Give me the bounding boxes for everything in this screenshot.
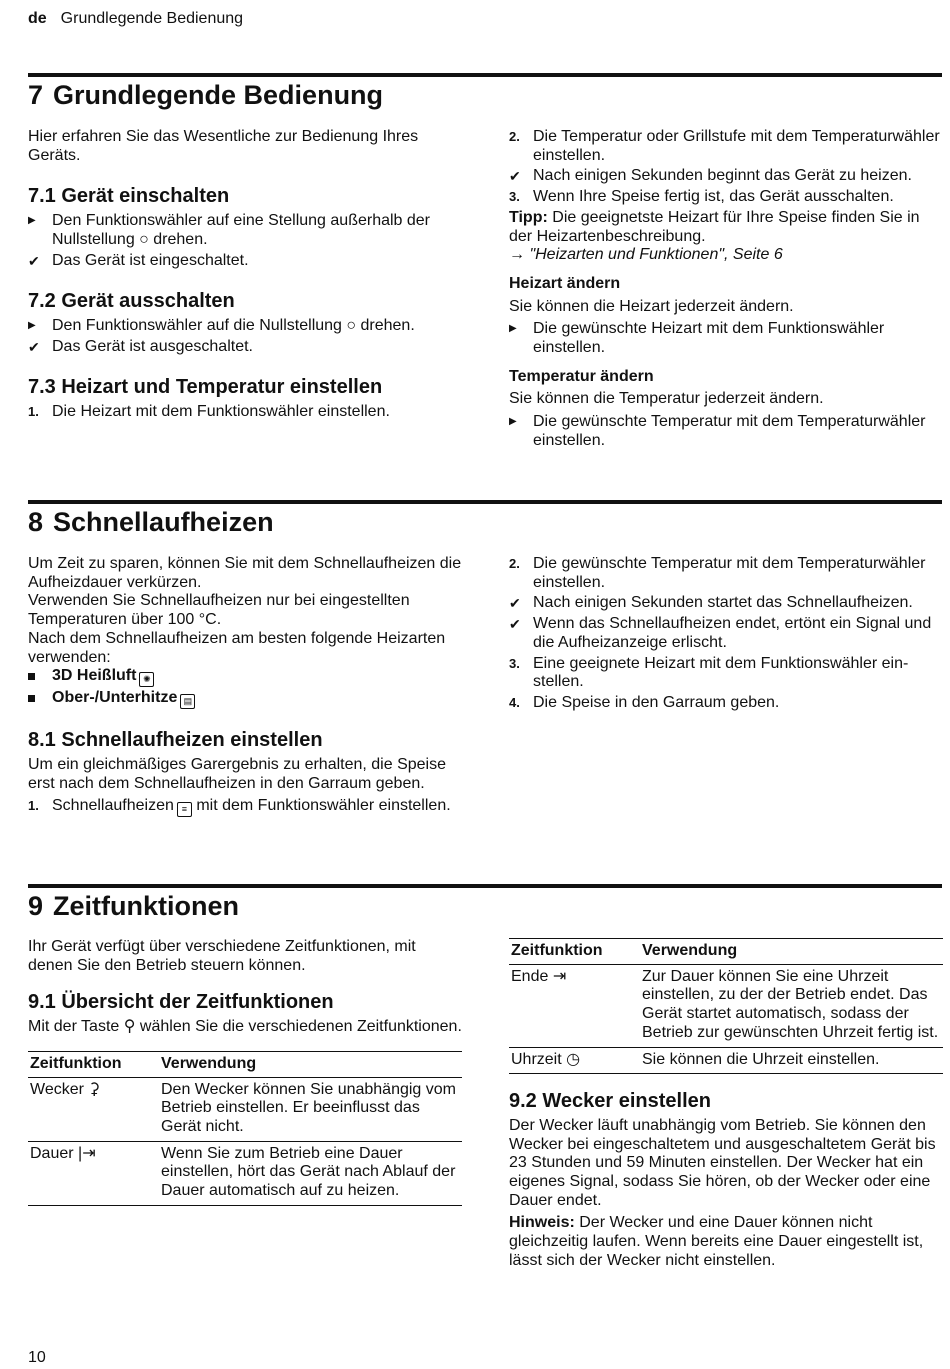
chapter-9-left-column: [28, 938, 462, 1206]
numbered-step: 2. Die gewünschte Temperatur mit dem Temperaturwähler einstellen.: [509, 555, 926, 591]
paragraph: Um ein gleichmäßiges Garergebnis zu erhalten, die Speise erst nach dem Schnellaufheizen in den Garraum geben.: [28, 755, 446, 792]
paragraph: Um Zeit zu sparen, können Sie mit dem Schnellaufheizen die Aufheizdauer verkürzen.: [28, 555, 462, 591]
triangle-bullet-icon: ▶: [509, 323, 517, 335]
header-title: Grundlegende Bedienung: [60, 10, 244, 27]
check-icon: ✔: [509, 168, 521, 185]
chapter-7-right-column: [509, 128, 944, 453]
time-functions-table: [28, 1051, 462, 1206]
chapter-8-left-column: [28, 555, 463, 819]
top-bottom-heat-icon: ▤: [180, 694, 195, 709]
paragraph: Verwenden Sie Schnellaufheizen nur bei eingestellten Temperaturen über 100 °C.: [28, 592, 410, 629]
duration-icon: |⇥: [78, 1144, 96, 1162]
check-icon: ✔: [509, 616, 521, 633]
clock-icon: ◷: [566, 1050, 581, 1068]
result-item: ✔ Das Gerät ist eingeschaltet.: [28, 251, 249, 269]
chapter-7-intro: Hier erfahren Sie das Wesentliche zur Bedienung Ihres Geräts.: [28, 128, 419, 164]
result-item: ✔ Nach einigen Sekunden startet das Schnellaufheizen.: [509, 594, 913, 612]
section-7-1-title: 7.1 Gerät einschalten: [28, 185, 230, 208]
chapter-7-rule: [28, 73, 942, 77]
paragraph: Der Wecker läuft unabhängig vom Betrieb. Sie können den Wecker bei eingeschaltetem und ausgeschaltetem Gerät bis 23 Stunden und 59 Minuten einstellen. Der Wecker hat ein eigenes Signal, sodass Sie hören, ob der Wecker oder eine Dauer endet.: [509, 1116, 936, 1209]
check-icon: ✔: [28, 252, 40, 269]
time-functions-table-continued: [509, 938, 943, 1074]
table-header: Verwendung: [640, 939, 943, 965]
temperatur-text: Sie können die Temperatur jederzeit ändern.: [509, 390, 824, 408]
end-time-icon: ⇥: [552, 967, 567, 985]
chapter-7-heading: 7 Grundlegende Bedienung: [28, 80, 384, 110]
table-row: Uhrzeit ◷ Sie können die Uhrzeit einstellen.: [509, 1047, 943, 1074]
triangle-bullet-icon: ▶: [509, 416, 517, 428]
paragraph: Nach dem Schnellaufheizen am besten folgende Heizarten verwenden:: [28, 629, 446, 666]
square-bullet-icon: [28, 673, 35, 680]
table-row: Dauer |⇥ Wenn Sie zum Betrieb eine Dauer einstellen, hört das Gerät nach Ablauf der Dauer automatisch auf zu heizen.: [28, 1141, 462, 1205]
chapter-8-right-column: [509, 555, 944, 715]
chapter-9-rule: [28, 884, 942, 888]
running-header: [28, 10, 243, 28]
page-number: 10: [28, 1349, 46, 1366]
cross-reference-link[interactable]: → "Heizarten und Funktionen", Seite 6: [509, 246, 783, 264]
check-icon: ✔: [28, 338, 40, 355]
bell-icon: ⚳: [88, 1080, 101, 1098]
chapter-8-rule: [28, 500, 942, 504]
chapter-7-left-column: [28, 128, 463, 424]
tip-paragraph: Tipp: Die geeignetste Heizart für Ihre Speise finden Sie in der Heizartenbeschreibung. → "Heizarten und Funktionen", Seite 6: [509, 208, 920, 264]
heizart-text: Sie können die Heizart jederzeit ändern.: [509, 297, 794, 315]
result-item: ✔ Wenn das Schnellaufheizen endet, ertönt ein Signal und die Aufheizanzeige erlischt.: [509, 615, 932, 651]
note-paragraph: Hinweis: Der Wecker und eine Dauer können nicht gleichzeitig laufen. Wenn bereits eine Dauer eingestellt ist, lässt sich der Wecker nicht einstellen.: [509, 1214, 924, 1269]
paragraph: Mit der Taste ⚲ wählen Sie die verschiedenen Zeitfunktionen.: [28, 1018, 462, 1036]
result-item: ✔ Das Gerät ist ausgeschaltet.: [28, 337, 253, 355]
numbered-step: 2. Die Temperatur oder Grillstufe mit dem Temperaturwähler einstellen.: [509, 128, 940, 164]
section-8-1-title: 8.1 Schnellaufheizen einstellen: [28, 729, 323, 752]
instruction-step: ▶ Den Funktionswähler auf die Nullstellung ○ drehen.: [28, 316, 415, 334]
temperatur-subheading: Temperatur ändern: [509, 367, 654, 385]
table-row: Ende ⇥ Zur Dauer können Sie eine Uhrzeit einstellen, zu der der Betrieb endet. Das Gerät startet automatisch, sodass der Betrieb zur gewünschten Uhrzeit fertig ist.: [509, 964, 943, 1047]
numbered-step: 1. Schnellaufheizen ≡ mit dem Funktionswähler einstellen.: [28, 797, 463, 817]
table-header: Zeitfunktion: [509, 939, 640, 965]
numbered-step: 3. Eine geeignete Heizart mit dem Funktionswähler einstellen.: [509, 654, 909, 691]
table-header: Zeitfunktion: [28, 1051, 159, 1077]
section-7-2-title: 7.2 Gerät ausschalten: [28, 290, 235, 313]
language-code: de: [28, 10, 47, 27]
section-7-3-title: 7.3 Heizart und Temperatur einstellen: [28, 376, 383, 399]
section-9-1-title: 9.1 Übersicht der Zeitfunktionen: [28, 991, 334, 1014]
heizart-subheading: Heizart ändern: [509, 274, 621, 292]
numbered-step: 3. Wenn Ihre Speise fertig ist, das Gerät ausschalten.: [509, 188, 894, 206]
chapter-9-heading: 9 Zeitfunktionen: [28, 891, 240, 921]
square-bullet-icon: [28, 695, 35, 702]
clock-key-icon: ⚲: [123, 1018, 136, 1036]
instruction-step: ▶ Die gewünschte Heizart mit dem Funktionswähler einstellen.: [509, 320, 885, 357]
triangle-bullet-icon: ▶: [28, 319, 36, 331]
check-icon: ✔: [509, 595, 521, 612]
numbered-step: 4. Die Speise in den Garraum geben.: [509, 693, 780, 711]
fan-heat-icon: ✺: [139, 672, 154, 687]
table-header: Verwendung: [159, 1051, 462, 1077]
rapid-heat-icon: ≡: [177, 802, 192, 817]
chapter-8-heading: 8 Schnellaufheizen: [28, 507, 274, 537]
section-9-2-title: 9.2 Wecker einstellen: [509, 1090, 711, 1113]
chapter-9-intro: Ihr Gerät verfügt über verschiedene Zeitfunktionen, mit denen Sie den Betrieb steuern können.: [28, 938, 416, 974]
triangle-bullet-icon: ▶: [28, 215, 36, 227]
numbered-step: 1. Die Heizart mit dem Funktionswähler einstellen.: [28, 403, 390, 421]
list-item: 3D Heißluft ✺: [28, 667, 463, 687]
instruction-step: ▶ Die gewünschte Temperatur mit dem Temperaturwähler einstellen.: [509, 413, 926, 449]
table-row: Wecker ⚳ Den Wecker können Sie unabhängig vom Betrieb einstellen. Er beeinflusst das Gerät nicht.: [28, 1077, 462, 1141]
list-item: Ober-/Unterhitze ▤: [28, 689, 463, 709]
chapter-9-right-column: [509, 938, 943, 1275]
instruction-step: ▶ Den Funktionswähler auf eine Stellung außerhalb der Nullstellung ○ drehen.: [28, 212, 431, 248]
result-item: ✔ Nach einigen Sekunden beginnt das Gerät zu heizen.: [509, 167, 912, 185]
